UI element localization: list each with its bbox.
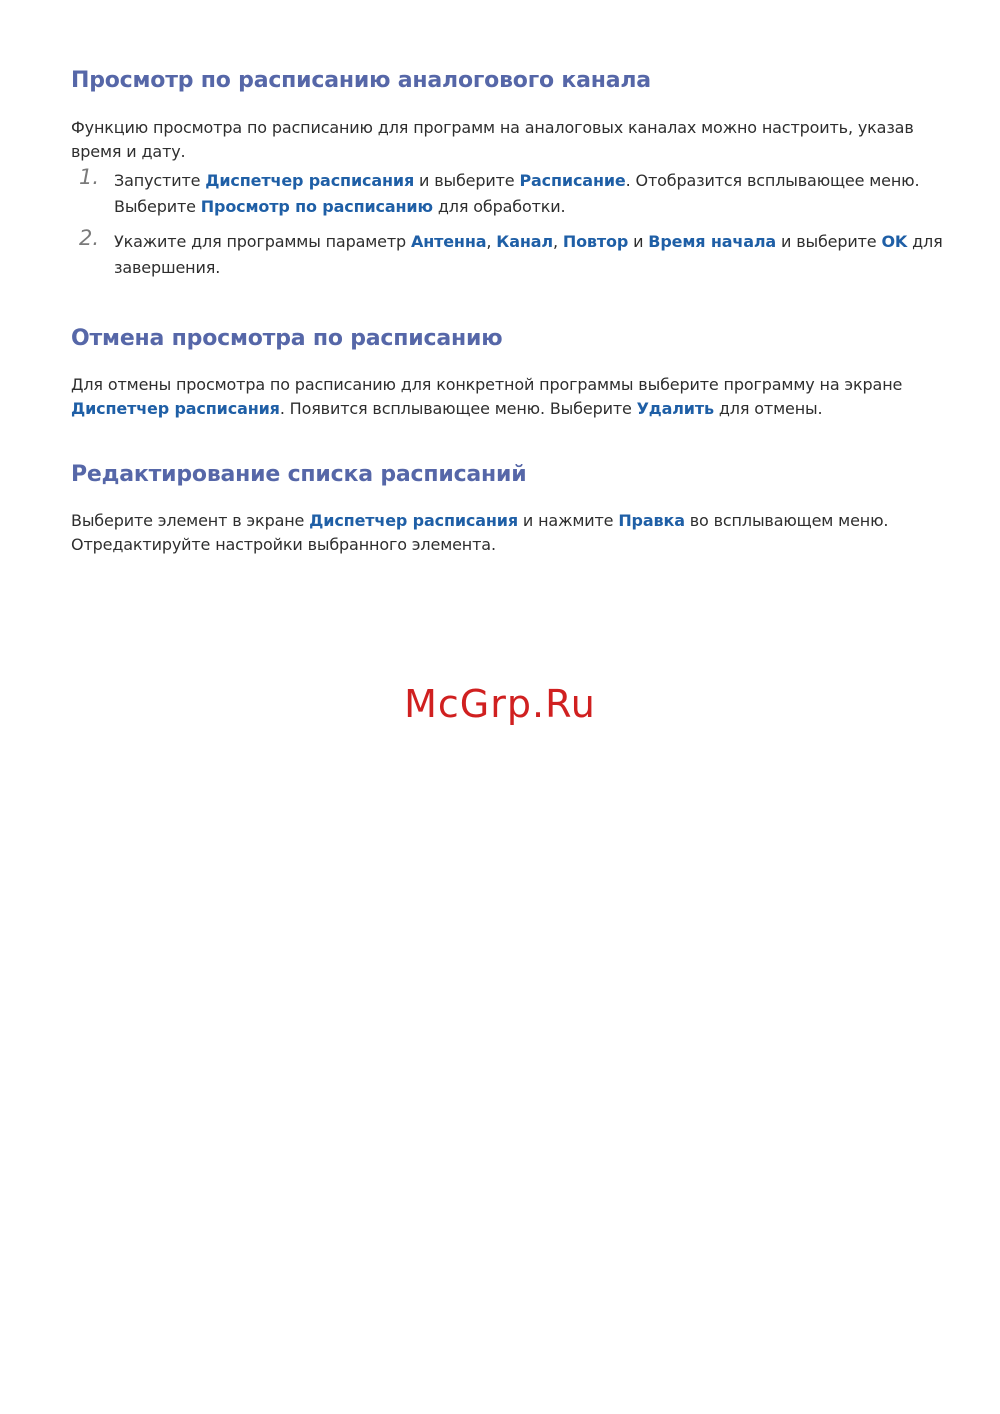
section-heading-analog-schedule: Просмотр по расписанию аналогового канала	[71, 68, 651, 93]
section-heading-cancel-schedule: Отмена просмотра по расписанию	[71, 326, 503, 351]
step-text: Запустите Диспетчер расписания и выберите Расписание. Отобразится всплывающее меню. Выберите Просмотр по расписанию для обработки.	[114, 171, 920, 216]
keyword-channel: Канал	[496, 232, 553, 251]
section-intro-paragraph: Функцию просмотра по расписанию для программ на аналоговых каналах можно настроить, указав время и дату.	[71, 118, 914, 161]
keyword-ok: OK	[881, 232, 908, 251]
keyword-start-time: Время начала	[648, 232, 777, 251]
keyword-delete: Удалить	[636, 399, 714, 418]
cancel-paragraph: Для отмены просмотра по расписанию для конкретной программы выберите программу на экране Диспетчер расписания. Появится всплывающее меню. Выберите Удалить для отмены.	[71, 375, 903, 418]
keyword-antenna: Антенна	[410, 232, 487, 251]
watermark: McGrp.Ru	[404, 682, 596, 726]
edit-paragraph-line2: Отредактируйте настройки выбранного элемента.	[71, 535, 496, 554]
step-text: Укажите для программы параметр Антенна, Канал, Повтор и Время начала и выберите OK для завершения.	[114, 232, 943, 277]
keyword-schedule-manager: Диспетчер расписания	[205, 171, 415, 190]
edit-paragraph: Выберите элемент в экране Диспетчер расписания и нажмите Правка во всплывающем меню. Отредактируйте настройки выбранного элемента.	[71, 511, 889, 554]
keyword-schedule: Расписание	[519, 171, 626, 190]
step-number: 2.	[79, 226, 100, 250]
section-heading-edit-schedule-list: Редактирование списка расписаний	[71, 462, 527, 487]
keyword-schedule-manager: Диспетчер расписания	[309, 511, 518, 530]
keyword-schedule-manager: Диспетчер расписания	[71, 399, 280, 418]
keyword-schedule-viewing: Просмотр по расписанию	[200, 197, 433, 216]
step-number: 1.	[79, 165, 100, 189]
keyword-edit: Правка	[618, 511, 685, 530]
keyword-repeat: Повтор	[562, 232, 629, 251]
